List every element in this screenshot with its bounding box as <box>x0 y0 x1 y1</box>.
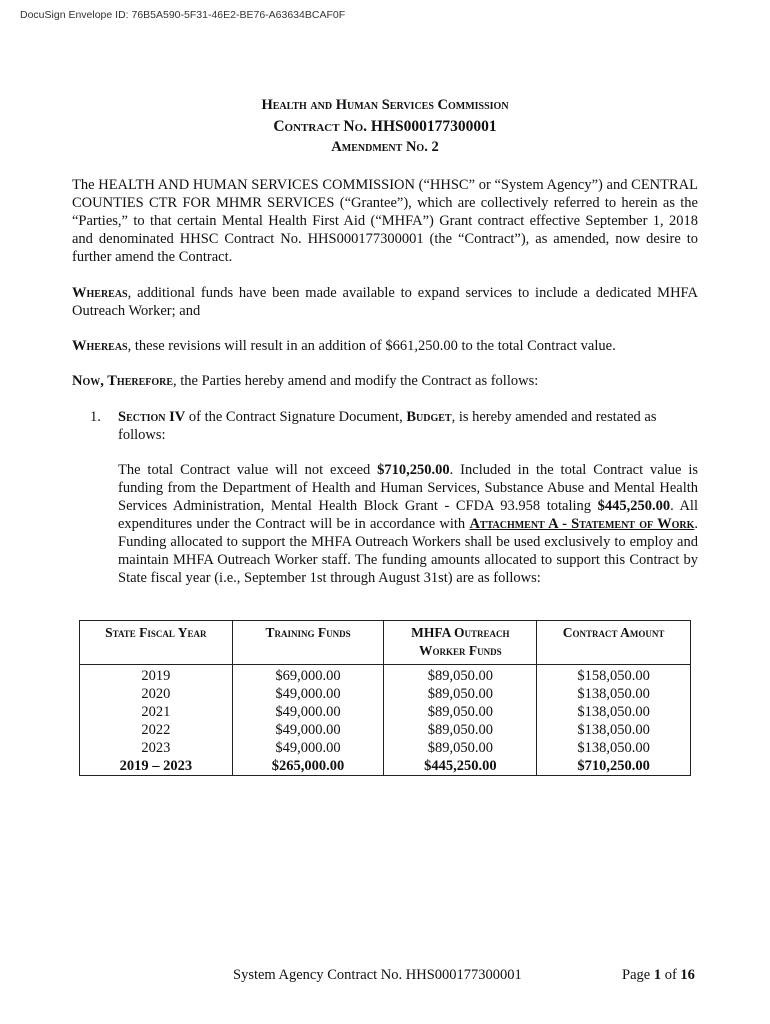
whereas-lead-2: Whereas <box>72 338 128 354</box>
now-therefore-text: , the Parties hereby amend and modify the Contract as follows: <box>173 373 539 389</box>
cell-training: $49,000.00 <box>232 685 384 703</box>
total-outreach: $445,250.00 <box>384 757 537 776</box>
title-contract-prefix: Contract No. <box>273 118 368 135</box>
total-value: $710,250.00 <box>377 462 450 478</box>
cell-amount: $138,050.00 <box>537 685 691 703</box>
of-word: of <box>664 967 677 983</box>
page-current: 1 <box>653 967 662 983</box>
cell-training: $49,000.00 <box>232 721 384 739</box>
total-training: $265,000.00 <box>232 757 384 776</box>
table-header-row <box>80 621 691 665</box>
value-text-a: The total Contract value will not exceed <box>118 462 378 478</box>
whereas-paragraph-2 <box>72 337 698 355</box>
total-amount: $710,250.00 <box>537 757 691 776</box>
footer-page-number <box>622 967 695 984</box>
intro-paragraph: The HEALTH AND HUMAN SERVICES COMMISSION (“HHSC” or “System Agency”) and CENTRAL COUNTIES CTR FOR MHMR SERVICES (“Grantee”), which are collectively referred to herein as the “Parties,” to that certain Mental Health First Aid (“MHFA”) Grant contract effective September 1, 2018 and denominated HHSC Contract No. HHS000177300001 (the “Contract”), as amended, now desire to further amend the Contract. <box>72 177 698 265</box>
cell-year: 2023 <box>80 739 233 757</box>
cell-amount: $138,050.00 <box>537 721 691 739</box>
cell-year: 2019 <box>80 665 233 686</box>
footer-contract-number: System Agency Contract No. HHS000177300001 <box>233 967 522 983</box>
item-text <box>118 408 698 444</box>
cell-outreach: $89,050.00 <box>384 685 537 703</box>
title-amendment: Amendment No. 2 <box>331 139 439 155</box>
item-mid-text: of the Contract Signature Document, <box>185 409 407 425</box>
item-end-text: , is hereby amended and restated as follows: <box>118 409 657 443</box>
now-therefore-paragraph <box>72 372 698 390</box>
section-reference: Section IV <box>118 409 186 425</box>
cell-year: 2022 <box>80 721 233 739</box>
header-training-funds: Training Funds <box>232 621 384 665</box>
whereas-text-2: , these revisions will result in an addition of $661,250.00 to the total Contract value. <box>127 338 616 354</box>
cell-outreach: $89,050.00 <box>384 665 537 686</box>
table-row <box>80 703 691 721</box>
table-row <box>80 665 691 686</box>
title-contract <box>0 118 770 136</box>
item-number: 1. <box>90 409 101 425</box>
page-word: Page <box>622 967 651 983</box>
table-row <box>80 721 691 739</box>
cell-training: $49,000.00 <box>232 703 384 721</box>
cell-amount: $138,050.00 <box>537 703 691 721</box>
page-total: 16 <box>680 967 695 983</box>
value-text-b: . Included in the total Contract value is funding from the Department of Health and Human Services, Substance Abuse and Mental Health Services Administration, Mental Health Block Grant - CFDA 93.958 totaling <box>118 462 698 514</box>
whereas-paragraph-1 <box>72 284 698 320</box>
title-contract-number: HHS000177300001 <box>370 118 497 135</box>
whereas-lead-1: Whereas <box>72 285 128 301</box>
budget-reference: Budget <box>406 409 452 425</box>
value-text-d: . Funding allocated to support the MHFA Outreach Workers shall be used exclusively to employ and maintain MHFA Outreach Worker staff. The funding amounts allocated to support this Contract by State fiscal year (i.e., September 1st through August 31st) are as follows: <box>118 516 698 586</box>
header-contract-amount: Contract Amount <box>537 621 691 665</box>
contract-value-paragraph <box>118 461 698 587</box>
header-outreach-funds: MHFA Outreach Worker Funds <box>384 621 537 665</box>
amendment-item-1 <box>90 408 698 444</box>
docusign-envelope-id: DocuSign Envelope ID: 76B5A590-5F31-46E2-BE76-A63634BCAF0F <box>20 9 346 21</box>
cell-outreach: $89,050.00 <box>384 721 537 739</box>
attachment-link: Attachment A - Statement of Work <box>469 516 695 532</box>
cell-training: $69,000.00 <box>232 665 384 686</box>
table-total-row <box>80 757 691 776</box>
value-text-c: . All expenditures under the Contract will be in accordance with <box>118 498 698 532</box>
title-agency: Health and Human Services Commission <box>261 97 509 113</box>
cell-training: $49,000.00 <box>232 739 384 757</box>
cell-outreach: $89,050.00 <box>384 739 537 757</box>
table-row <box>80 685 691 703</box>
cell-amount: $138,050.00 <box>537 739 691 757</box>
now-therefore-lead: Now, Therefore <box>72 373 174 389</box>
table-row <box>80 739 691 757</box>
cell-amount: $158,050.00 <box>537 665 691 686</box>
header-fiscal-year: State Fiscal Year <box>80 621 233 665</box>
cell-year: 2020 <box>80 685 233 703</box>
block-grant-value: $445,250.00 <box>597 498 671 514</box>
total-year-range: 2019 – 2023 <box>80 757 233 776</box>
cell-outreach: $89,050.00 <box>384 703 537 721</box>
whereas-text-1: , additional funds have been made available to expand services to include a dedicated MHFA Outreach Worker; and <box>72 285 698 319</box>
funding-table <box>79 620 691 776</box>
cell-year: 2021 <box>80 703 233 721</box>
